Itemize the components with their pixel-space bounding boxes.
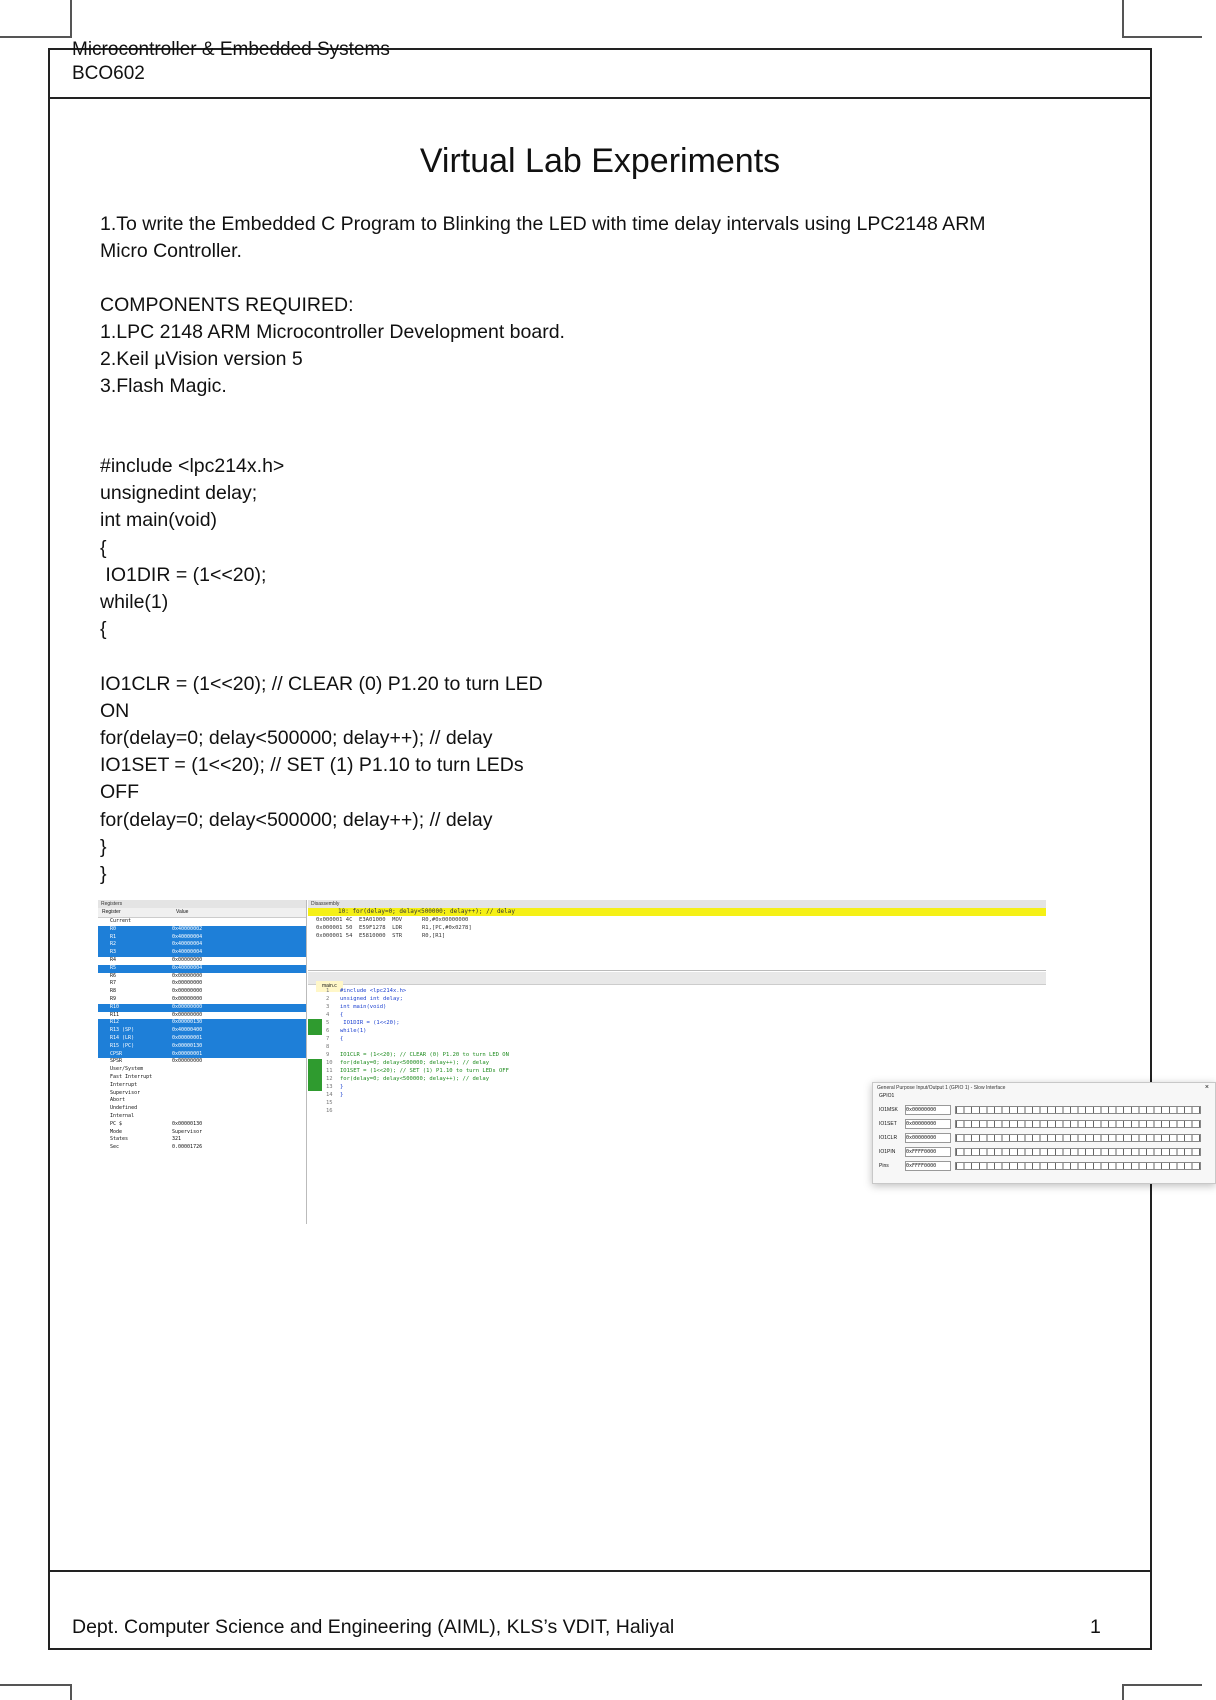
register-value <box>172 1074 306 1082</box>
register-value <box>172 1082 306 1090</box>
register-name: Abort <box>110 1097 126 1104</box>
line-text: } <box>340 1092 344 1098</box>
register-name: CPSR <box>110 1050 123 1057</box>
register-value: 0.00001726 <box>172 1144 203 1151</box>
gpio-peripheral-dialog <box>872 1082 1216 1184</box>
source-line <box>326 1019 509 1027</box>
register-value: 0x40000004 <box>172 933 203 940</box>
line-text: { <box>340 1012 344 1018</box>
code-line: { <box>100 618 107 641</box>
source-editor-pane <box>308 972 1209 1224</box>
register-row[interactable] <box>98 988 306 996</box>
gpio-register-row <box>879 1161 1209 1171</box>
page-title: Virtual Lab Experiments <box>419 142 781 180</box>
code-line: ON <box>100 699 130 722</box>
source-line <box>326 1035 509 1043</box>
register-name: R7 <box>110 980 117 987</box>
register-row[interactable] <box>98 973 306 981</box>
register-value <box>172 1105 306 1113</box>
footer-divider <box>48 1570 1152 1572</box>
register-row[interactable] <box>98 1121 306 1129</box>
register-name: R13 (SP) <box>110 1027 135 1034</box>
register-row[interactable] <box>98 1097 306 1105</box>
source-line <box>326 1099 509 1107</box>
code-line <box>100 643 543 670</box>
register-value: 0x00000001 <box>172 1050 203 1057</box>
component-item: 1.LPC 2148 ARM Microcontroller Development board. <box>100 321 565 343</box>
gpio-bit-checkboxes[interactable] <box>955 1106 1201 1114</box>
line-number: 4 <box>326 1012 330 1018</box>
register-name: Fast Interrupt <box>110 1073 153 1080</box>
register-value: 0x00000130 <box>172 1042 203 1049</box>
line-number: 5 <box>326 1020 330 1026</box>
line-number: 16 <box>326 1108 333 1114</box>
register-row[interactable] <box>98 980 306 988</box>
register-value: 0x40000004 <box>172 964 203 971</box>
register-name: R10 <box>110 1003 120 1010</box>
aim-section <box>100 211 1060 265</box>
register-name: Internal <box>110 1112 135 1119</box>
register-name: R6 <box>110 972 117 979</box>
register-row[interactable] <box>98 1082 306 1090</box>
line-text: IO1DIR = (1<<20); <box>340 1020 400 1026</box>
line-number: 14 <box>326 1092 333 1098</box>
component-item: 2.Keil µVision version 5 <box>100 348 303 370</box>
course-code: BCO602 <box>72 63 145 84</box>
gpio-register-value[interactable]: 0x00000000 <box>905 1133 951 1143</box>
register-name: R5 <box>110 964 117 971</box>
register-value: 0x00000000 <box>172 972 203 979</box>
gpio-register-label: IO1MSK <box>879 1107 898 1114</box>
code-line: IO1DIR = (1<<20); <box>100 563 267 586</box>
register-name: R11 <box>110 1011 120 1018</box>
code-line: IO1SET = (1<<20); // SET (1) P1.10 to turn LEDs <box>100 754 524 777</box>
line-text: } <box>340 1084 344 1090</box>
registers-header <box>98 908 306 918</box>
register-value: 0x00000000 <box>172 1011 203 1018</box>
register-row[interactable] <box>98 1058 306 1066</box>
register-name: R3 <box>110 949 117 956</box>
register-row[interactable] <box>98 1004 306 1012</box>
line-number: 12 <box>326 1076 333 1082</box>
gpio-bit-checkboxes[interactable] <box>955 1134 1201 1142</box>
gpio-bit-checkboxes[interactable] <box>955 1148 1201 1156</box>
line-number: 11 <box>326 1068 333 1074</box>
register-row[interactable] <box>98 1051 306 1059</box>
register-name: R12 <box>110 1019 120 1026</box>
source-line <box>326 1043 509 1051</box>
register-name: Sec <box>110 1144 120 1151</box>
header-divider <box>48 97 1152 99</box>
crop-mark-top-left <box>0 0 72 38</box>
code-line: unsignedint delay; <box>100 482 258 505</box>
register-value <box>172 1113 306 1121</box>
register-name: User/System <box>110 1066 144 1073</box>
register-name: SPSR <box>110 1058 123 1065</box>
register-row[interactable] <box>98 1012 306 1020</box>
register-value: 0x00000000 <box>172 980 203 987</box>
gpio-register-row <box>879 1133 1209 1143</box>
code-line: while(1) <box>100 591 169 614</box>
register-row[interactable] <box>98 1129 306 1137</box>
register-name: Interrupt <box>110 1081 138 1088</box>
code-line: for(delay=0; delay<500000; delay++); // delay <box>100 727 493 750</box>
register-value: 0x00000000 <box>172 956 203 963</box>
disassembly-current-line: 10: for(delay=0; delay<500000; delay++); // delay <box>308 908 1046 916</box>
editor-tabbar <box>308 972 1046 989</box>
disassembly-list <box>308 916 1046 940</box>
registers-list <box>98 918 306 1152</box>
register-value: 0x40000002 <box>172 925 203 932</box>
code-line: OFF <box>100 781 139 804</box>
aim-line-2: Micro Controller. <box>100 240 242 262</box>
close-icon[interactable]: × <box>1204 1084 1209 1091</box>
line-text: int main(void) <box>340 1004 387 1010</box>
register-value: 0x40000004 <box>172 941 203 948</box>
register-name: R4 <box>110 956 117 963</box>
line-number: 8 <box>326 1044 330 1050</box>
line-number: 10 <box>326 1060 333 1066</box>
register-value <box>172 1090 306 1098</box>
code-listing <box>100 453 543 888</box>
register-value: 0x00000000 <box>172 988 203 995</box>
register-name: Current <box>110 918 132 924</box>
register-name: Supervisor <box>110 1089 141 1096</box>
gpio-group-label: GPIO1 <box>879 1093 895 1099</box>
tab-main-c[interactable]: main.c <box>316 981 343 992</box>
line-number: 7 <box>326 1036 330 1042</box>
register-value: 0x40000400 <box>172 1027 203 1034</box>
source-code-lines <box>326 987 509 1115</box>
register-name: States <box>110 1136 129 1143</box>
register-row[interactable] <box>98 1113 306 1121</box>
breakpoint-gutter[interactable] <box>308 985 324 1105</box>
source-line <box>326 995 509 1003</box>
register-name: Mode <box>110 1128 123 1135</box>
source-line <box>326 1091 509 1099</box>
gpio-register-value[interactable]: 0x00000000 <box>905 1119 951 1129</box>
gpio-register-row <box>879 1147 1209 1157</box>
page-number: 1 <box>1090 1616 1101 1638</box>
code-line: } <box>100 835 107 858</box>
source-line <box>326 1067 509 1075</box>
registers-pane-title: Registers <box>98 900 306 908</box>
register-name: R15 (PC) <box>110 1042 135 1049</box>
register-row[interactable] <box>98 1035 306 1043</box>
line-number: 15 <box>326 1100 333 1106</box>
components-heading: COMPONENTS REQUIRED: <box>100 294 354 316</box>
code-line: { <box>100 536 107 559</box>
code-line: IO1CLR = (1<<20); // CLEAR (0) P1.20 to turn LED <box>100 672 543 695</box>
line-number: 2 <box>326 996 330 1002</box>
register-row[interactable] <box>98 957 306 965</box>
register-row[interactable] <box>98 1105 306 1113</box>
register-row[interactable] <box>98 965 306 973</box>
register-row[interactable] <box>98 1066 306 1074</box>
register-row[interactable] <box>98 941 306 949</box>
gpio-register-label: IO1PIN <box>879 1149 896 1156</box>
line-text: unsigned int delay; <box>340 996 403 1002</box>
register-name: R9 <box>110 995 117 1002</box>
register-value: 0x00000130 <box>172 1019 203 1026</box>
register-value: 0x00000000 <box>172 1003 203 1010</box>
disassembly-line: 0x000001 4C E3A01000 MOV R0,#0x00000000 <box>316 917 469 923</box>
line-number: 1 <box>326 988 330 994</box>
gpio-register-label: Pins <box>879 1163 889 1170</box>
register-row[interactable] <box>98 1074 306 1082</box>
crop-mark-bottom-left <box>0 1684 72 1700</box>
register-name: R14 (LR) <box>110 1034 135 1041</box>
register-row[interactable] <box>98 934 306 942</box>
line-text: IO1SET = (1<<20); // SET (1) P1.10 to turn LEDs OFF <box>340 1068 509 1074</box>
line-text: IO1CLR = (1<<20); // CLEAR (0) P1.20 to turn LED ON <box>340 1052 509 1058</box>
disassembly-line: 0x000001 54 E5810000 STR R0,[R1] <box>316 933 446 939</box>
register-row[interactable] <box>98 949 306 957</box>
line-number: 9 <box>326 1052 330 1058</box>
register-row[interactable] <box>98 1043 306 1051</box>
register-row[interactable] <box>98 996 306 1004</box>
components-section <box>100 292 1060 400</box>
register-column-header: Register <box>102 909 121 915</box>
line-text: #include <lpc214x.h> <box>340 988 407 994</box>
gpio-register-label: IO1SET <box>879 1121 897 1128</box>
register-row[interactable] <box>98 1090 306 1098</box>
gpio-register-value[interactable]: 0xFFFF0000 <box>905 1161 951 1171</box>
register-value: 0x00000130 <box>172 1120 203 1127</box>
source-line <box>326 1011 509 1019</box>
source-line <box>326 1027 509 1035</box>
register-value: 0x00000000 <box>172 995 203 1002</box>
source-line <box>326 987 509 995</box>
registers-pane <box>98 900 307 1224</box>
source-line <box>326 1083 509 1091</box>
code-line: } <box>100 863 107 886</box>
gpio-dialog-title: General Purpose Input/Output 1 (GPIO 1) - Slow Interface <box>877 1085 1006 1091</box>
aim-line-1: 1.To write the Embedded C Program to Blinking the LED with time delay intervals using LPC2148 ARM <box>100 213 986 235</box>
register-value: Supervisor <box>172 1128 203 1135</box>
gpio-register-label: IO1CLR <box>879 1135 898 1142</box>
line-number: 13 <box>326 1084 333 1090</box>
register-name: R1 <box>110 933 117 940</box>
source-line <box>326 1075 509 1083</box>
source-line <box>326 1107 509 1115</box>
code-line: for(delay=0; delay<500000; delay++); // delay <box>100 808 493 831</box>
register-name: PC $ <box>110 1120 123 1127</box>
gpio-bit-checkboxes[interactable] <box>955 1162 1201 1170</box>
register-name: R0 <box>110 925 117 932</box>
crop-mark-bottom-right <box>1122 1684 1202 1700</box>
disassembly-pane <box>308 900 1046 971</box>
gpio-register-value[interactable]: 0xFFFF0000 <box>905 1147 951 1157</box>
source-line <box>326 1059 509 1067</box>
register-value <box>172 1066 306 1074</box>
source-line <box>326 1051 509 1059</box>
code-line: #include <lpc214x.h> <box>100 455 285 477</box>
component-item: 3.Flash Magic. <box>100 375 227 397</box>
register-value: 0x00000000 <box>172 1058 203 1065</box>
coverage-marker <box>308 1059 322 1091</box>
line-text: for(delay=0; delay<500000; delay++); // delay <box>340 1060 490 1066</box>
register-name: R8 <box>110 988 117 995</box>
register-row[interactable] <box>98 1144 306 1152</box>
register-value: 0x40000004 <box>172 949 203 956</box>
gpio-register-row <box>879 1119 1209 1129</box>
register-value: 321 <box>172 1136 182 1143</box>
code-line: int main(void) <box>100 509 218 532</box>
register-value <box>172 918 306 926</box>
gpio-register-value[interactable]: 0x00000000 <box>905 1105 951 1115</box>
register-value <box>172 1097 306 1105</box>
register-row[interactable] <box>98 918 306 926</box>
line-text: { <box>340 1036 344 1042</box>
line-number: 6 <box>326 1028 330 1034</box>
gpio-bit-checkboxes[interactable] <box>955 1120 1201 1128</box>
coverage-marker <box>308 1019 322 1035</box>
ide-screenshot <box>98 900 1209 1224</box>
register-name: R2 <box>110 941 117 948</box>
course-title: Microcontroller & Embedded Systems <box>72 39 390 60</box>
line-number: 3 <box>326 1004 330 1010</box>
disassembly-line: 0x000001 50 E59F1278 LDR R1,[PC,#0x0278] <box>316 925 472 931</box>
register-row[interactable] <box>98 926 306 934</box>
gpio-register-row <box>879 1105 1209 1115</box>
disassembly-pane-title: Disassembly <box>308 900 1046 908</box>
register-row[interactable] <box>98 1027 306 1035</box>
source-line <box>326 1003 509 1011</box>
register-row[interactable] <box>98 1019 306 1027</box>
line-text: while(1) <box>340 1028 367 1034</box>
value-column-header: Value <box>176 909 189 915</box>
register-value: 0x00000001 <box>172 1034 203 1041</box>
line-text: for(delay=0; delay<500000; delay++); // delay <box>340 1076 490 1082</box>
register-row[interactable] <box>98 1136 306 1144</box>
register-name: Undefined <box>110 1105 138 1112</box>
crop-mark-top-right <box>1122 0 1202 38</box>
footer-department: Dept. Computer Science and Engineering (AIML), KLS’s VDIT, Haliyal <box>72 1616 675 1638</box>
